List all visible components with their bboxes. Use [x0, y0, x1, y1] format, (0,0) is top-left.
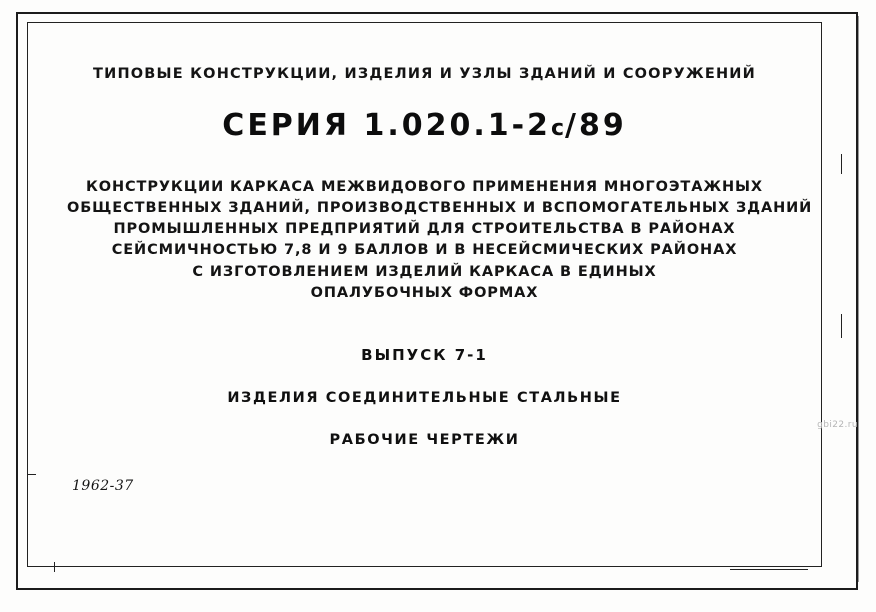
series-suffix: с — [550, 116, 565, 141]
description-line-4: СЕЙСМИЧНОСТЬЮ 7,8 И 9 БАЛЛОВ И В НЕСЕЙСМИЧЕСКИХ РАЙОНАХ — [111, 242, 738, 259]
series-title — [67, 108, 782, 143]
issue-number: ВЫПУСК 7-1 — [361, 345, 488, 364]
description-line-1: КОНСТРУКЦИИ КАРКАСА МЕЖВИДОВОГО ПРИМЕНЕНИЯ МНОГОЭТАЖНЫХ — [85, 179, 764, 195]
series-year: /89 — [564, 108, 627, 143]
description-line-5: С ИЗГОТОВЛЕНИЕМ ИЗДЕЛИЙ КАРКАСА В ЕДИНЫХ — [192, 263, 657, 280]
description-line-6: ОПАЛУБОЧНЫХ ФОРМАХ — [310, 284, 539, 301]
issue-subtitle-secondary: РАБОЧИЕ ЧЕРТЕЖИ — [329, 431, 520, 448]
title-block-content — [27, 22, 822, 567]
series-number: СЕРИЯ 1.020.1-2 — [222, 108, 551, 143]
description-line-2: ОБЩЕСТВЕННЫХ ЗДАНИЙ, ПРОИЗВОДСТВЕННЫХ И ВСПОМОГАТЕЛЬНЫХ ЗДАНИЙ — [67, 200, 813, 217]
document-category-heading: ТИПОВЫЕ КОНСТРУКЦИИ, ИЗДЕЛИЯ И УЗЛЫ ЗДАНИЙ И СООРУЖЕНИЙ — [93, 66, 756, 82]
frame-tick-right-upper — [841, 154, 842, 174]
frame-tick-bottom-right — [730, 569, 808, 570]
document-description — [67, 177, 813, 304]
document-code: 1962-37 — [72, 478, 134, 494]
description-line-3: ПРОМЫШЛЕННЫХ ПРЕДПРИЯТИЙ ДЛЯ СТРОИТЕЛЬСТВА В РАЙОНАХ — [113, 221, 736, 238]
issue-subtitle: ИЗДЕЛИЯ СОЕДИНИТЕЛЬНЫЕ СТАЛЬНЫЕ — [227, 389, 622, 406]
frame-tick-right-lower — [841, 314, 842, 338]
watermark-text: gbi22.ru — [817, 420, 858, 430]
